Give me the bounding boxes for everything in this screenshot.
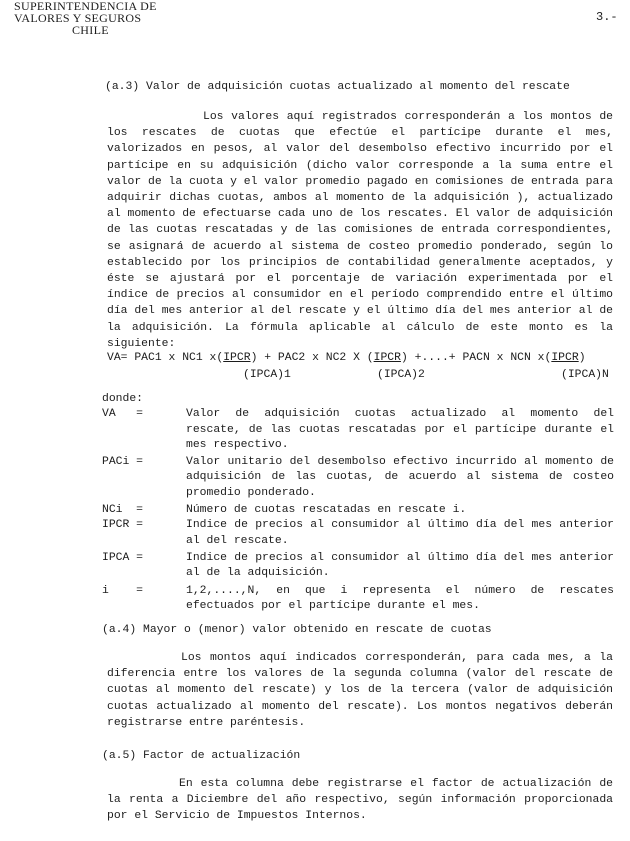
formula-fraction-2-numerator: IPCR (373, 352, 401, 364)
section-a4-text: Los montos aquí indicados corresponderán, para cada mes, a la diferencia entre los valores de la segunda columna (valor del rescate de cuotas al momento del rescate) y los de la tercera (valor de adquisición cuotas actualizado al momento del rescate). Los montos negativos deberán registrarse entre paréntesis. (107, 652, 613, 729)
definition-text: Valor unitario del desembolso efectivo incurrido al momento de adquisición de las cuotas, de acuerdo al sistema de costeo promedio ponderado. (186, 456, 614, 499)
formula-term-1: VA= PAC1 x NC1 x( (107, 352, 224, 364)
definition-text: Número de cuotas rescatadas en rescate i. (186, 504, 467, 517)
formula-fraction-1-denominator: (IPCA)1 (243, 369, 291, 381)
definition-row (102, 518, 614, 549)
section-a3-paragraph (107, 109, 613, 352)
formula-fraction-3-denominator: (IPCA)N (561, 369, 609, 381)
section-a5-heading: (a.5) Factor de actualización (102, 750, 301, 762)
definition-text: 1,2,....,N, en que i representa el número de rescates efectuados por el partícipe durante el mes. (186, 584, 614, 612)
formula-fraction-1-numerator: IPCR (223, 352, 251, 364)
section-a4-heading: (a.4) Mayor o (menor) valor obtenido en rescate de cuotas (102, 624, 492, 636)
definition-text: Indice de precios al consumidor al último día del mes anterior al del rescate. (186, 519, 614, 547)
section-a3-text: Los valores aquí registrados corresponderán a los montos de los rescates de cuotas que efectúe el partícipe durante el mes, valorizados en pesos, al valor del desembolso efectivo incurrido por el partícipe en su adquisición (dicho valor corresponde a la suma entre el valor de la cuota y el valor promedio pagado en comisiones de entrada para adquirir dichas cuotas, ambos al momento de la adquisición ), actualizado al momento de efectuarse cada uno de los rescates. El valor de adquisición de las cuotas rescatadas y de las comisiones de entrada correspondientes, se asignará de acuerdo al sistema de costeo promedio ponderado, según lo establecido por los principios de contabilidad generalmente aceptados, y éste se ajustará por el porcentaje de variación experimentada por el índice de precios al consumidor en el período comprendido entre el último día del mes anterior al del rescate y el último día del mes anterior al de la adquisición. La fórmula aplicable al cálculo de este monto es la siguiente: (107, 111, 613, 350)
formula-term-4: ) (578, 352, 586, 364)
letterhead-line-1: SUPERINTENDENCIA DE (14, 0, 157, 13)
formula (107, 352, 617, 388)
definition-text: Indice de precios al consumidor al último día del mes anterior al de la adquisición. (186, 551, 614, 580)
definition-symbol: NCi = (102, 504, 144, 517)
definition-text: Valor de adquisición cuotas actualizado al momento del rescate, de las cuotas rescatadas por el partícipe durante el mes respectivo. (186, 408, 614, 451)
definition-row (102, 584, 614, 615)
section-a3-heading: (a.3) Valor de adquisición cuotas actualizado al momento del rescate (105, 81, 570, 93)
letterhead-line-2: VALORES Y SEGUROS (14, 11, 142, 25)
definition-row (102, 455, 614, 501)
definitions-list (102, 392, 614, 614)
definitions-intro: donde: (102, 393, 144, 405)
letterhead-line-3: CHILE (72, 23, 109, 37)
section-a5-paragraph (107, 776, 613, 825)
definition-row (102, 551, 614, 582)
formula-fraction-3-numerator: IPCR (551, 352, 579, 364)
formula-line (107, 352, 586, 364)
definition-symbol: VA = (102, 408, 144, 421)
definition-symbol: IPCR = (102, 519, 144, 532)
definition-symbol: PACi = (102, 456, 144, 469)
formula-term-2: ) + PAC2 x NC2 X ( (250, 352, 374, 364)
section-a4-paragraph (107, 650, 613, 731)
definition-row (102, 503, 614, 518)
definition-symbol: i = (102, 584, 144, 597)
letterhead (14, 0, 157, 36)
formula-term-3: ) +....+ PACN x NCN x( (400, 352, 552, 364)
definition-row (102, 407, 614, 453)
section-a5-text: En esta columna debe registrarse el factor de actualización de la renta a Diciembre del año respectivo, según información proporcionada por el Servicio de Impuestos Internos. (107, 778, 613, 823)
formula-fraction-2-denominator: (IPCA)2 (377, 369, 425, 381)
page-number: 3.- (596, 10, 618, 24)
definition-symbol: IPCA = (102, 551, 144, 564)
